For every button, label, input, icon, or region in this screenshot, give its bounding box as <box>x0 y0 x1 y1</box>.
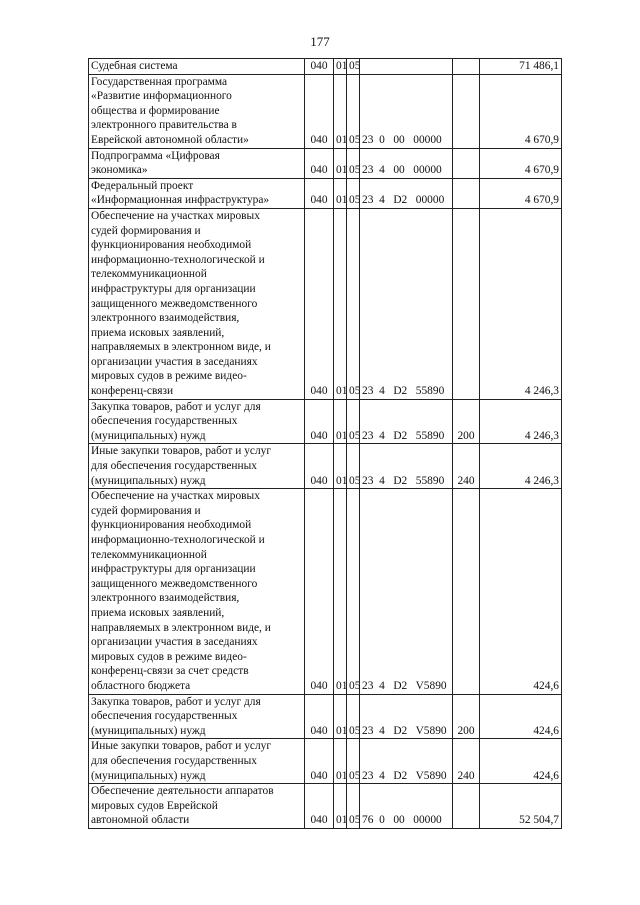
row-name: Иные закупки товаров, работ и услуг для обеспечения государственных (муниципальных) нужд <box>89 444 305 489</box>
row-name: Закупка товаров, работ и услуг для обеспечения государственных (муниципальных) нужд <box>89 399 305 444</box>
row-subsection: 05 <box>347 208 360 399</box>
row-target-article: 23 0 00 00000 <box>360 74 453 148</box>
row-amount: 71 486,1 <box>480 59 562 75</box>
row-subsection: 05 <box>347 694 360 739</box>
row-amount: 4 246,3 <box>480 399 562 444</box>
row-section: 01 <box>334 489 347 694</box>
row-subsection: 05 <box>347 399 360 444</box>
row-code: 040 <box>305 444 334 489</box>
row-expense-type: 240 <box>453 444 480 489</box>
row-amount: 4 246,3 <box>480 444 562 489</box>
row-amount: 424,6 <box>480 739 562 784</box>
row-code: 040 <box>305 208 334 399</box>
row-target-article: 76 0 00 00000 <box>360 784 453 829</box>
table-row <box>89 444 562 489</box>
table-row <box>89 784 562 829</box>
row-expense-type <box>453 74 480 148</box>
row-subsection: 05 <box>347 444 360 489</box>
row-subsection: 05 <box>347 178 360 208</box>
row-name: Обеспечение деятельности аппаратов мировых судов Еврейской автономной области <box>89 784 305 829</box>
row-amount: 52 504,7 <box>480 784 562 829</box>
row-section: 01 <box>334 444 347 489</box>
table-row <box>89 74 562 148</box>
row-section: 01 <box>334 739 347 784</box>
row-section: 01 <box>334 208 347 399</box>
row-target-article: 23 4 D2 55890 <box>360 444 453 489</box>
row-amount: 424,6 <box>480 694 562 739</box>
row-section: 01 <box>334 399 347 444</box>
row-target-article: 23 4 D2 V5890 <box>360 489 453 694</box>
row-target-article: 23 4 D2 V5890 <box>360 694 453 739</box>
row-name: Обеспечение на участках мировых судей формирования и функционирования необходимой информационно-технологической и телекоммуникационной инфраструктуры для организации защищенного межведомственного электронного взаимодействия, приема исковых заявлений, направляемых в электронном виде, и организации участия в заседаниях мировых судов в режиме видео- конференц-связи <box>89 208 305 399</box>
row-code: 040 <box>305 178 334 208</box>
row-subsection: 05 <box>347 784 360 829</box>
row-code: 040 <box>305 59 334 75</box>
budget-table <box>88 58 562 829</box>
table-row <box>89 148 562 178</box>
row-name: Подпрограмма «Цифровая экономика» <box>89 148 305 178</box>
row-target-article: 23 4 D2 00000 <box>360 178 453 208</box>
row-expense-type: 240 <box>453 739 480 784</box>
page-number: 177 <box>310 34 330 49</box>
row-subsection: 05 <box>347 739 360 784</box>
table-row <box>89 178 562 208</box>
row-expense-type: 200 <box>453 399 480 444</box>
row-code: 040 <box>305 694 334 739</box>
row-expense-type <box>453 178 480 208</box>
row-expense-type <box>453 784 480 829</box>
row-code: 040 <box>305 739 334 784</box>
row-name: Обеспечение на участках мировых судей формирования и функционирования необходимой информационно-технологической и телекоммуникационной инфраструктуры для организации защищенного межведомственного электронного взаимодействия, приема исковых заявлений, направляемых в электронном виде, и организации участия в заседаниях мировых судов в режиме видео- конференц-связи за счет средств областного бюджета <box>89 489 305 694</box>
table-row <box>89 489 562 694</box>
row-target-article: 23 4 00 00000 <box>360 148 453 178</box>
row-subsection: 05 <box>347 74 360 148</box>
row-subsection: 05 <box>347 59 360 75</box>
row-target-article: 23 4 D2 55890 <box>360 399 453 444</box>
row-section: 01 <box>334 178 347 208</box>
row-amount: 424,6 <box>480 489 562 694</box>
row-name: Иные закупки товаров, работ и услуг для обеспечения государственных (муниципальных) нужд <box>89 739 305 784</box>
row-expense-type <box>453 489 480 694</box>
row-code: 040 <box>305 784 334 829</box>
row-section: 01 <box>334 74 347 148</box>
row-expense-type <box>453 208 480 399</box>
table-row <box>89 208 562 399</box>
row-code: 040 <box>305 148 334 178</box>
row-section: 01 <box>334 784 347 829</box>
row-code: 040 <box>305 489 334 694</box>
row-section: 01 <box>334 148 347 178</box>
row-section: 01 <box>334 694 347 739</box>
row-expense-type: 200 <box>453 694 480 739</box>
row-expense-type <box>453 59 480 75</box>
row-expense-type <box>453 148 480 178</box>
row-amount: 4 670,9 <box>480 178 562 208</box>
table-row <box>89 694 562 739</box>
row-target-article <box>360 59 453 75</box>
row-name: Федеральный проект «Информационная инфраструктура» <box>89 178 305 208</box>
row-code: 040 <box>305 399 334 444</box>
row-section: 01 <box>334 59 347 75</box>
table-row <box>89 59 562 75</box>
budget-table-body <box>89 59 562 829</box>
row-subsection: 05 <box>347 148 360 178</box>
row-target-article: 23 4 D2 V5890 <box>360 739 453 784</box>
row-name: Закупка товаров, работ и услуг для обеспечения государственных (муниципальных) нужд <box>89 694 305 739</box>
row-amount: 4 670,9 <box>480 148 562 178</box>
row-target-article: 23 4 D2 55890 <box>360 208 453 399</box>
row-name: Судебная система <box>89 59 305 75</box>
row-amount: 4 246,3 <box>480 208 562 399</box>
row-amount: 4 670,9 <box>480 74 562 148</box>
row-name: Государственная программа «Развитие информационного общества и формирование электронного правительства в Еврейской автономной области» <box>89 74 305 148</box>
table-row <box>89 739 562 784</box>
row-code: 040 <box>305 74 334 148</box>
row-subsection: 05 <box>347 489 360 694</box>
table-row <box>89 399 562 444</box>
